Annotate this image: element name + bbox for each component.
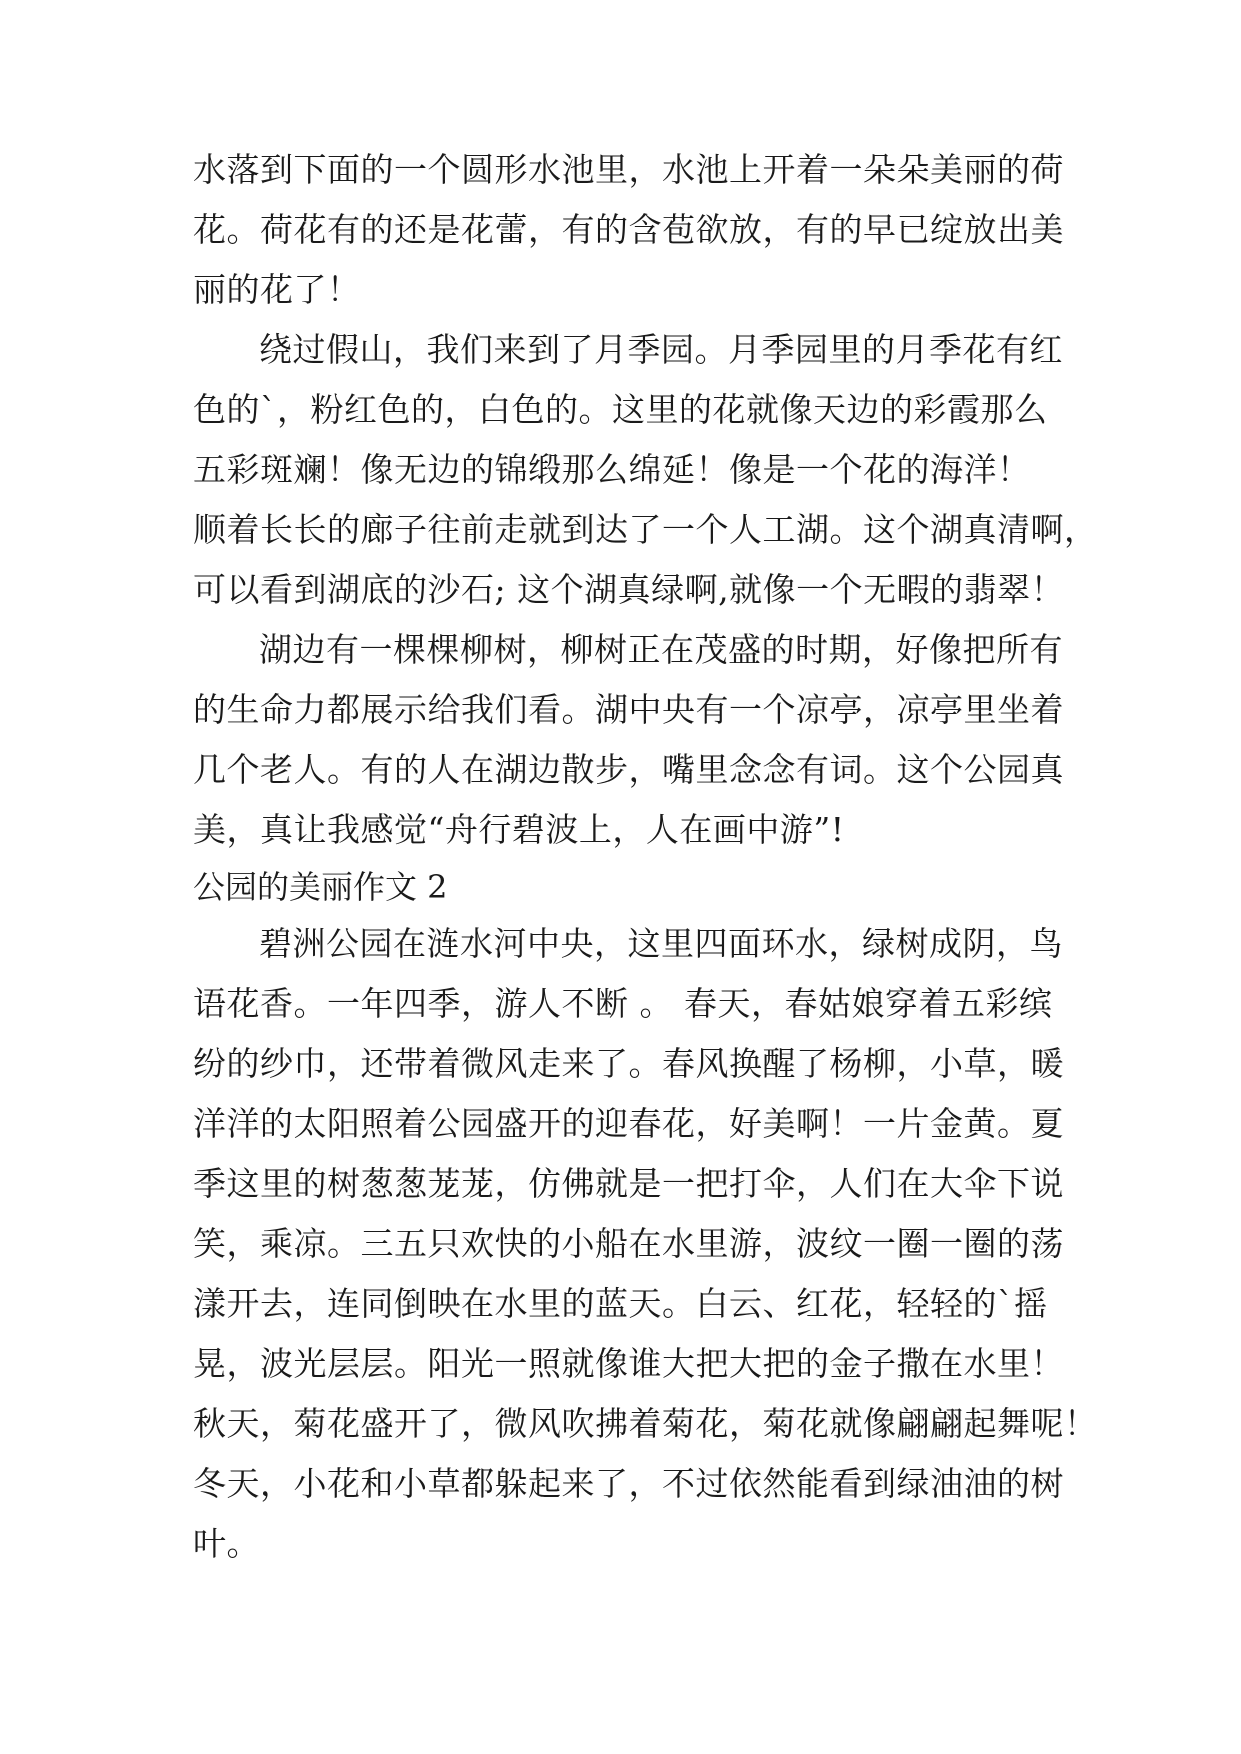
text-line: 色的`，粉红色的，白色的。这里的花就像天边的彩霞那么 bbox=[193, 390, 1048, 429]
text-line: 五彩斑斓！像无边的锦缎那么绵延！像是一个花的海洋！ bbox=[193, 450, 1031, 489]
text-line: 洋洋的太阳照着公园盛开的迎春花，好美啊！一片金黄。夏 bbox=[193, 1104, 1064, 1143]
text-line: 顺着长长的廊子往前走就到达了一个人工湖。这个湖真清啊， bbox=[193, 510, 1098, 549]
text-line: 水落到下面的一个圆形水池里，水池上开着一朵朵美丽的荷 bbox=[193, 150, 1064, 189]
paragraph-start-line: 绕过假山，我们来到了月季园。月季园里的月季花有红 bbox=[259, 330, 1063, 369]
text-line: 的生命力都展示给我们看。湖中央有一个凉亭，凉亭里坐着 bbox=[193, 690, 1064, 729]
section-heading: 公园的美丽作文 2 bbox=[193, 868, 448, 906]
text-line: 晃，波光层层。阳光一照就像谁大把大把的金子撒在水里！ bbox=[193, 1344, 1064, 1383]
text-line: 美，真让我感觉“舟行碧波上，人在画中游”! bbox=[193, 810, 845, 849]
paragraph-start-line: 碧洲公园在涟水河中央，这里四面环水，绿树成阴，鸟 bbox=[259, 924, 1063, 963]
text-line: 纷的纱巾，还带着微风走来了。春风换醒了杨柳，小草，暖 bbox=[193, 1044, 1064, 1083]
text-line: 叶。 bbox=[193, 1524, 260, 1563]
text-line: 丽的花了！ bbox=[193, 270, 361, 309]
text-line: 漾开去，连同倒映在水里的蓝天。白云、红花，轻轻的`摇 bbox=[193, 1284, 1048, 1323]
text-line: 冬天，小花和小草都躲起来了，不过依然能看到绿油油的树 bbox=[193, 1464, 1064, 1503]
text-line: 可以看到湖底的沙石; 这个湖真绿啊,就像一个无暇的翡翠！ bbox=[193, 570, 1065, 609]
text-line: 季这里的树葱葱茏茏，仿佛就是一把打伞，人们在大伞下说 bbox=[193, 1164, 1064, 1203]
text-line: 笑，乘凉。三五只欢快的小船在水里游，波纹一圈一圈的荡 bbox=[193, 1224, 1064, 1263]
paragraph-start-line: 湖边有一棵棵柳树，柳树正在茂盛的时期，好像把所有 bbox=[259, 630, 1063, 669]
text-line: 秋天，菊花盛开了，微风吹拂着菊花，菊花就像翩翩起舞呢！ bbox=[193, 1404, 1098, 1443]
text-line: 花。荷花有的还是花蕾，有的含苞欲放，有的早已绽放出美 bbox=[193, 210, 1064, 249]
text-line: 语花香。一年四季，游人不断 。 春天，春姑娘穿着五彩缤 bbox=[193, 984, 1053, 1023]
text-line: 几个老人。有的人在湖边散步，嘴里念念有词。这个公园真 bbox=[193, 750, 1064, 789]
document-page bbox=[193, 140, 1098, 1574]
